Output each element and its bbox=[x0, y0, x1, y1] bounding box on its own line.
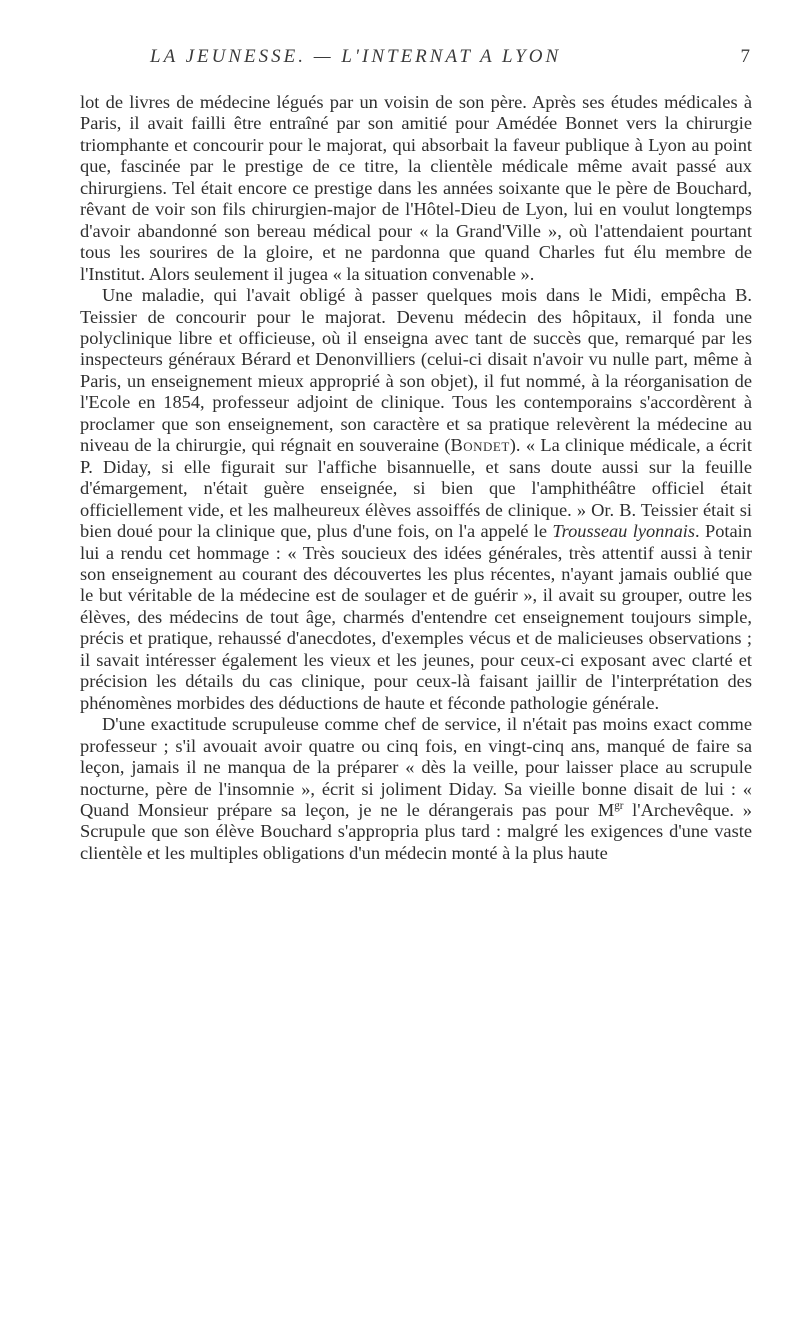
paragraph-2-text-c: . Potain lui a rendu cet hommage : « Très soucieux des idées générales, très attentif aussi à tenir son enseignement au courant des découvertes les plus récentes, n'ayant jamais oublié que le but véritable de la médecine est de soulager et de guérir », il avait su grouper, outre les élèves, des médecins de tout âge, charmés d'entendre cet enseignement toujours simple, précis et pratique, rehaussé d'anecdotes, d'exemples vécus et de malicieuses observations ; il savait intéresser également les vieux et les jeunes, pour ceux-ci exposant avec clarté et précision les détails du cas clinique, pour ceux-là faisant jaillir de l'interprétation des phénomènes morbides des déductions de haute et féconde pathologie générale. bbox=[80, 521, 752, 713]
paragraph-3-text-a: D'une exactitude scrupuleuse comme chef de service, il n'était pas moins exact comme professeur ; s'il avouait avoir quatre ou cinq fois, en vingt-cinq ans, manqué de faire sa leçon, jamais il ne manqua de la préparer « dès la veille, pour laisser place au scrupule nocturne, père de l'insomnie », écrit si joliment Diday. Sa vieille bonne disait de lui : « Quand Monsieur prépare sa leçon, je ne le dérangerais pas pour M bbox=[80, 714, 752, 820]
paragraph-2-text-a: Une maladie, qui l'avait obligé à passer quelques mois dans le Midi, empêcha B. Teissier de concourir pour le majorat. Devenu médecin des hôpitaux, il fonda une polyclinique libre et officieuse, où il enseigna avec tant de succès que, remarqué par les inspecteurs généraux Bérard et Denonvilliers (celui-ci disait n'avoir vu nulle part, même à Paris, un enseignement mieux approprié à son objet), il fut nommé, à la réorganisation de l'Ecole en 1854, professeur adjoint de clinique. Tous les contemporains s'accordèrent à proclamer que son enseignement, son caractère et sa pratique relevèrent la médecine au niveau de la chirurgie, qui régnait en souveraine ( bbox=[80, 285, 752, 456]
running-head-title: LA JEUNESSE. — L'INTERNAT A LYON bbox=[150, 46, 562, 67]
superscript-gr: gr bbox=[614, 799, 624, 812]
paragraph-1-text: lot de livres de médecine légués par un voisin de son père. Après ses études médicales à Paris, il avait failli être entraîné par son amitié pour Amédée Bonnet vers la chirurgie triomphante et concourir pour le majorat, qui absorbait la faveur publique à Lyon au point que, fascinée par le prestige de ce titre, la clientèle médicale même avait passé aux chirurgiens. Tel était encore ce prestige dans les années soixante que le père de Bouchard, rêvant de voir son fils chirurgien-major de l'Hôtel-Dieu de Lyon, lui en voulut longtemps d'avoir abandonné son bereau médical pour « la Grand'Ville », où l'attendaient pourtant tous les sourires de la gloire, et ne pardonna que quand Charles fut élu membre de l'Institut. Alors seulement il jugea « la situation convenable ». bbox=[80, 92, 752, 284]
author-citation-bondet: Bondet bbox=[450, 435, 510, 456]
running-head bbox=[80, 46, 750, 76]
nickname-italic: Trousseau lyonnais bbox=[552, 521, 696, 542]
page-number: 7 bbox=[740, 46, 750, 67]
body-text bbox=[80, 92, 752, 864]
paragraph-1 bbox=[80, 92, 752, 285]
paragraph-3-text-b: l'Archevêque. » Scrupule que son élève Bouchard s'appropria plus tard : malgré les exigences d'une vaste clientèle et les multiples obligations d'un médecin monté à la plus haute bbox=[80, 799, 752, 863]
paragraph-2 bbox=[80, 285, 752, 714]
paragraph-3 bbox=[80, 714, 752, 864]
paragraph-2-text-b: ). « La clinique médicale, a écrit P. Diday, si elle figurait sur l'affiche bisannuelle, et sans doute aussi sur la feuille d'émargement, n'était guère enseignée, si bien que l'amphithéâtre officiel était officiellement vide, et les malheureux élèves assoiffés de clinique. » Or. B. Teissier était si bien doué pour la clinique que, plus d'une fois, on l'a appelé le bbox=[80, 435, 752, 542]
